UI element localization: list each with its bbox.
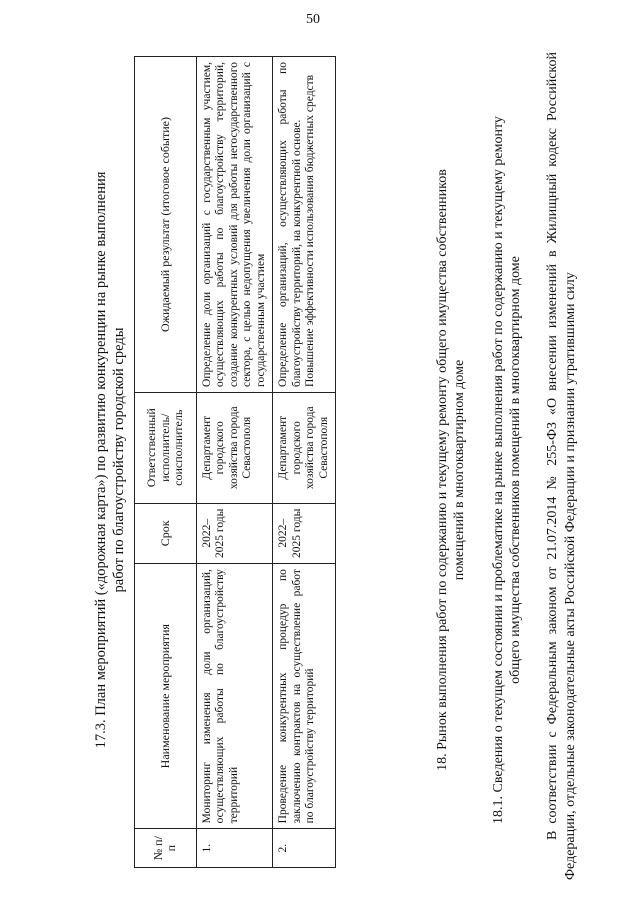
table-row bbox=[196, 57, 273, 868]
row-result-text: Определение доли организаций с государственным участием, осуществляющих работы по благоустройству территорий, создание конкурентных условий для работы негосударственного сектора, с целью недопущения увеличения доли организаций с государственным участием bbox=[200, 62, 267, 387]
section-heading-17-3 bbox=[92, 80, 128, 840]
row-term: 2022–2025 годы bbox=[273, 503, 336, 564]
section-18-line-2: помещений в многоквартирном доме bbox=[452, 359, 467, 581]
table-row bbox=[273, 57, 336, 868]
rotated-content bbox=[92, 50, 617, 880]
section-18-1-line-1: 18.1. Сведения о текущем состоянии и проблематике на рынке выполнения работ по содержанию и текущему ремонту bbox=[491, 116, 506, 824]
heading-line-2: работ по благоустройству городской среды bbox=[111, 327, 127, 593]
row-name: Проведение конкурентных процедур по заключению контрактов на осуществление работ по благоустройству территорий bbox=[273, 564, 336, 829]
header-responsible: Ответственный исполнитель/ соисполнитель bbox=[135, 392, 197, 503]
roadmap-table bbox=[134, 56, 336, 868]
row-num: 2. bbox=[273, 829, 336, 868]
header-name: Наименование мероприятия bbox=[135, 564, 197, 829]
header-result: Ожидаемый результат (итоговое событие) bbox=[135, 57, 197, 393]
row-result-text: Повышение эффективности использования бюджетных средств bbox=[304, 74, 316, 387]
section-18-1-line-2: общего имущества собственников помещений в многоквартирном доме bbox=[508, 256, 523, 684]
row-responsible: Департамент городского хозяйства города Севастополя bbox=[196, 392, 273, 503]
heading-line-1: 17.3. План мероприятий («дорожная карта») по развитию конкуренции на рынке выполнения bbox=[93, 171, 109, 749]
row-result bbox=[196, 57, 273, 393]
body-paragraph: В соответствии с Федеральным законом от 21.07.2014 № 255-ФЗ «О внесении изменений в Жилищный кодекс Российской Федерации, отдельные законодательные акты Российской Федерации и признании утратившими силу bbox=[545, 52, 578, 880]
table-header-row bbox=[135, 57, 197, 868]
section-heading-18-1 bbox=[490, 60, 524, 880]
row-result bbox=[273, 57, 336, 393]
row-term: 2022–2025 годы bbox=[196, 503, 273, 564]
row-name: Мониторинг изменения доли организаций, осуществляющих работы по благоустройству территорий bbox=[196, 564, 273, 829]
section-heading-18 bbox=[434, 60, 468, 880]
header-term: Срок bbox=[135, 503, 197, 564]
row-responsible: Департамент городского хозяйства города Севастополя bbox=[273, 392, 336, 503]
page-number: 50 bbox=[306, 12, 320, 27]
section-18-line-1: 18. Рынок выполнения работ по содержанию и текущему ремонту общего имущества собственников bbox=[435, 169, 450, 771]
row-result-text: Определение организаций, осуществляющих работы по благоустройству территорий, на конкурентной основе. bbox=[277, 62, 303, 387]
row-num: 1. bbox=[196, 829, 273, 868]
header-num: № п/п bbox=[135, 829, 197, 868]
